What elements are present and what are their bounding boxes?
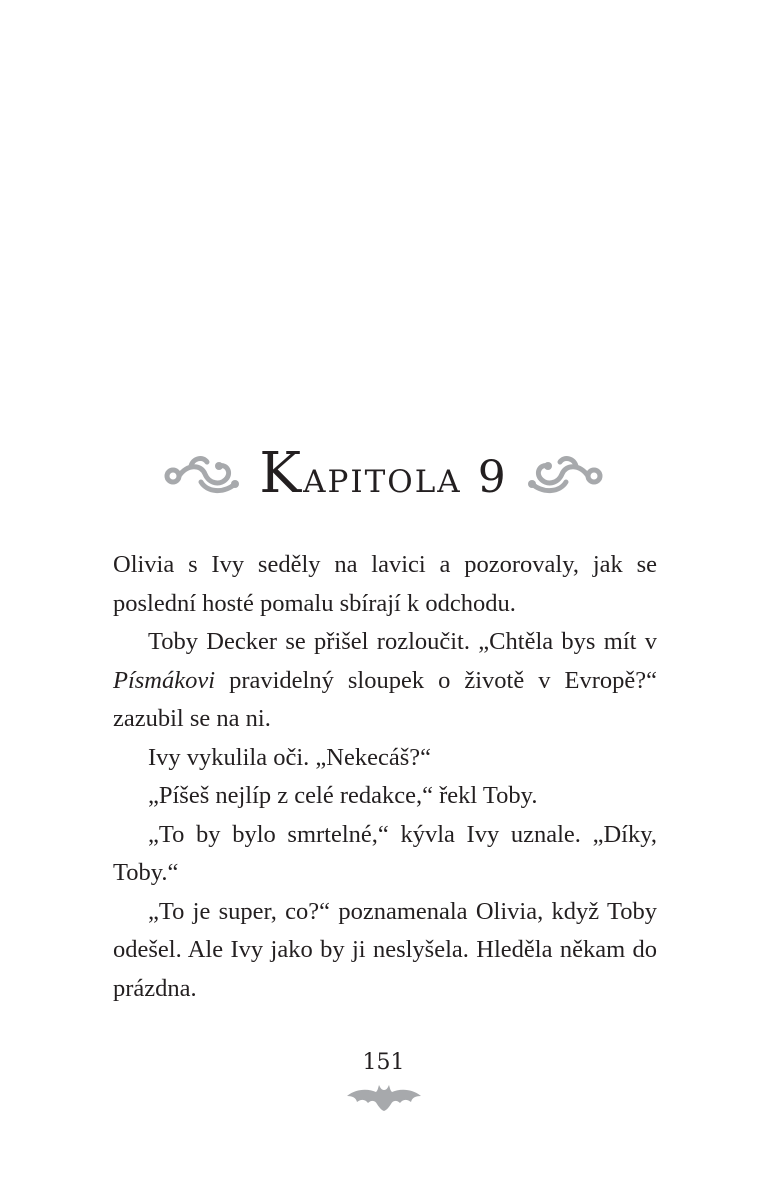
paragraph: „To by bylo smrtelné,“ kývla Ivy uznale. „Díky, Toby.“ bbox=[113, 820, 657, 886]
bat-icon bbox=[345, 1084, 423, 1112]
flourish-left-icon bbox=[161, 452, 243, 496]
paragraph bbox=[113, 623, 657, 739]
chapter-title-initial: K bbox=[259, 441, 304, 506]
chapter-heading bbox=[0, 438, 767, 510]
magazine-title: Písmákovi bbox=[113, 666, 216, 694]
paragraph: Olivia s Ivy seděly na lavici a pozorovaly, jak se poslední hosté pomalu sbírají k odchodu. bbox=[113, 551, 657, 617]
flourish-right-icon bbox=[524, 452, 606, 496]
chapter-number: 9 bbox=[477, 452, 508, 503]
paragraph-text: pravidelný sloupek o životě v Evropě?“ zazubil se na ni. bbox=[113, 666, 657, 732]
chapter-body bbox=[113, 546, 657, 1008]
paragraph: „To je super, co?“ poznamenala Olivia, když Toby odešel. Ale Ivy jako by ji neslyšela. Hleděla někam do prázdna. bbox=[113, 897, 657, 1002]
chapter-title-word: apitola bbox=[303, 452, 462, 503]
paragraph: „Píšeš nejlíp z celé redakce,“ řekl Toby. bbox=[148, 782, 538, 809]
paragraph-text: Toby Decker se přišel rozloučit. „Chtěla bys mít v bbox=[148, 628, 657, 655]
chapter-title bbox=[259, 441, 508, 506]
paragraph: Ivy vykulila oči. „Nekecáš?“ bbox=[148, 743, 431, 771]
page-number: 151 bbox=[362, 1050, 405, 1075]
